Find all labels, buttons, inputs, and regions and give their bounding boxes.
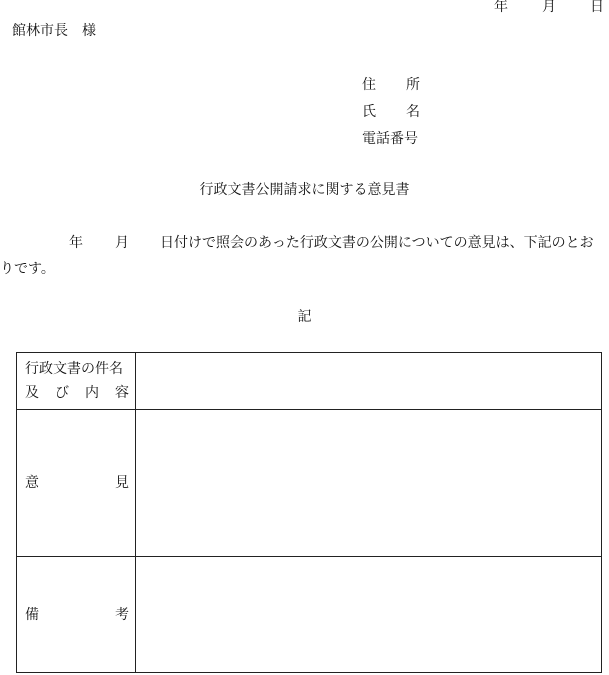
remarks-label-cell: 備 考 <box>17 557 136 673</box>
document-title: 行政文書公開請求に関する意見書 <box>199 182 410 198</box>
body-month: 月 <box>115 235 129 251</box>
table-row-remarks <box>17 557 602 673</box>
opinion-table <box>16 352 602 673</box>
remarks-value-cell[interactable] <box>136 557 602 673</box>
addressee: 館林市長 様 <box>12 23 96 39</box>
date-month-label: 月 <box>542 0 556 15</box>
subject-label-line2: 及 び 内 容 <box>25 385 129 401</box>
date-day-label: 日 <box>590 0 604 15</box>
subject-value-cell[interactable] <box>136 353 602 410</box>
body-text-line2: りです。 <box>0 261 55 277</box>
body-text-line1: 日付けで照会のあった行政文書の公開についての意見は、下記のとお <box>160 235 594 251</box>
date-line <box>494 0 604 14</box>
subject-label-cell <box>17 353 136 410</box>
ki-heading: 記 <box>297 309 312 325</box>
opinion-label-cell: 意 見 <box>17 410 136 557</box>
sender-phone-label: 電話番号 <box>362 131 418 147</box>
table-row-opinion <box>17 410 602 557</box>
subject-label-line1: 行政文書の件名 <box>25 361 123 377</box>
sender-name-label: 氏 名 <box>362 104 420 120</box>
date-year-label: 年 <box>494 0 508 15</box>
sender-address-label: 住 所 <box>362 77 420 93</box>
table-row-subject <box>17 353 602 410</box>
body-year: 年 <box>69 235 83 251</box>
opinion-value-cell[interactable] <box>136 410 602 557</box>
